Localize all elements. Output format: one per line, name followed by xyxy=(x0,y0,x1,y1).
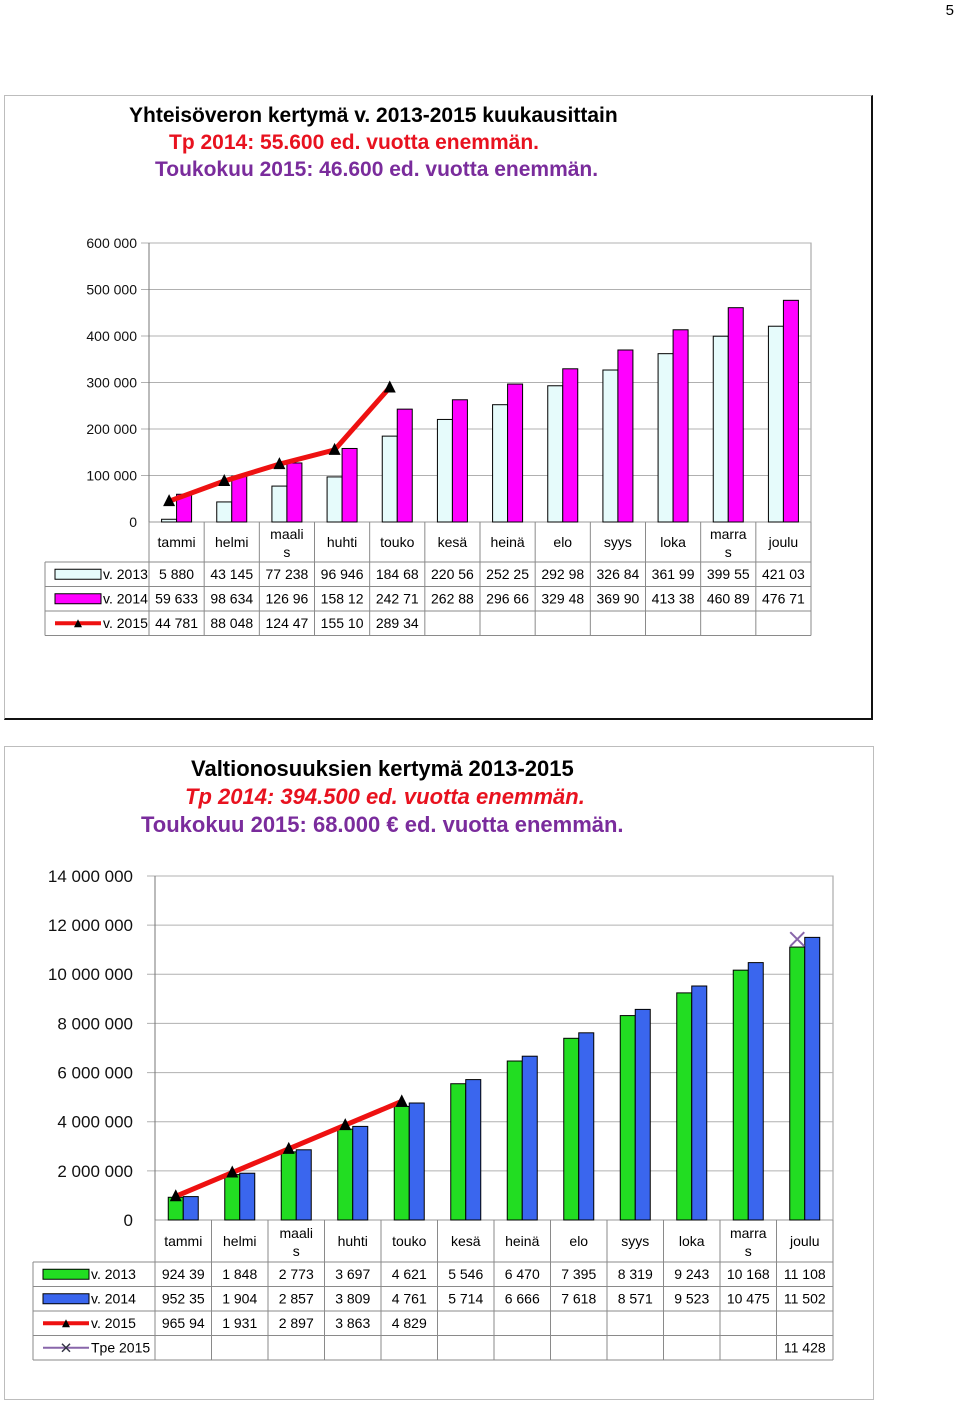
bar-v-2014 xyxy=(563,369,578,522)
table-cell: 124 47 xyxy=(265,615,309,632)
table-cell: 924 39 xyxy=(161,1266,205,1283)
table-cell: 10 168 xyxy=(726,1266,770,1283)
bar-v-2013 xyxy=(713,336,728,522)
bar-v-2013 xyxy=(272,486,287,522)
table-cell: 1 904 xyxy=(222,1290,258,1307)
chart-subtitle-tp: Tp 2014: 394.500 ed. vuotta enemmän. xyxy=(185,784,585,809)
table-cell: 98 634 xyxy=(210,590,254,607)
x-tick-label: elo xyxy=(553,533,573,550)
table-cell: 460 89 xyxy=(706,590,750,607)
bar-v-2014 xyxy=(635,1009,650,1220)
table-cell: 329 48 xyxy=(541,590,585,607)
y-tick-label: 300 000 xyxy=(86,374,137,391)
y-tick-label: 6 000 000 xyxy=(57,1063,133,1083)
table-cell: 2 897 xyxy=(278,1315,314,1332)
bar-v-2013 xyxy=(564,1038,579,1220)
y-tick-label: 100 000 xyxy=(86,467,137,484)
chart-subtitle-tp: Tp 2014: 55.600 ed. vuotta enemmän. xyxy=(169,131,539,154)
bar-v-2014 xyxy=(466,1080,481,1220)
table-row-label: v. 2013 xyxy=(103,566,148,583)
x-tick-label: maali xyxy=(279,1225,313,1241)
x-tick-label: huhti xyxy=(326,533,358,550)
bar-v-2014 xyxy=(296,1150,311,1220)
bar-v-2013 xyxy=(382,436,397,522)
table-cell: 9 243 xyxy=(674,1266,710,1283)
y-tick-label: 600 000 xyxy=(86,234,137,251)
bar-v-2014 xyxy=(728,308,743,522)
table-cell: 11 428 xyxy=(783,1339,826,1356)
x-tick-label: huhti xyxy=(337,1232,368,1249)
table-row-label: v. 2013 xyxy=(91,1266,136,1283)
x-tick-label: kesä xyxy=(437,533,468,550)
y-tick-label: 0 xyxy=(129,513,137,530)
y-tick-label: 0 xyxy=(123,1210,133,1230)
bar-v-2014 xyxy=(508,384,523,522)
x-tick-label: marra xyxy=(709,526,747,542)
bar-v-2013 xyxy=(790,947,805,1220)
x-tick-label: loka xyxy=(660,533,686,550)
y-tick-label: 2 000 000 xyxy=(57,1161,133,1181)
table-cell: 88 048 xyxy=(210,615,254,632)
x-tick-label: joulu xyxy=(768,533,799,550)
table-cell: 4 829 xyxy=(391,1315,427,1332)
table-cell: 3 809 xyxy=(335,1290,371,1307)
table-row-label: v. 2015 xyxy=(91,1315,136,1332)
bar-v-2014 xyxy=(579,1033,594,1220)
table-cell: 5 714 xyxy=(448,1290,484,1307)
bar-v-2014 xyxy=(409,1103,424,1220)
bar-v-2014 xyxy=(452,400,467,522)
bar-v-2014 xyxy=(240,1173,255,1220)
bar-v-2014 xyxy=(183,1197,198,1220)
x-tick-label: helmi xyxy=(223,1232,257,1249)
table-cell: 5 546 xyxy=(448,1266,484,1283)
bar-v-2013 xyxy=(162,519,177,522)
chart-panel-corporate-tax xyxy=(4,95,873,720)
table-cell: 8 319 xyxy=(617,1266,653,1283)
bar-v-2013 xyxy=(603,370,618,522)
table-row-label: v. 2014 xyxy=(103,590,148,607)
bar-v-2014 xyxy=(783,300,798,522)
table-cell: 361 99 xyxy=(651,566,695,583)
bar-v-2013 xyxy=(620,1016,635,1220)
bar-v-2014 xyxy=(618,350,633,522)
table-row-label: v. 2014 xyxy=(91,1290,136,1307)
y-tick-label: 4 000 000 xyxy=(57,1112,133,1132)
table-cell: 7 395 xyxy=(561,1266,597,1283)
chart-corporate-tax xyxy=(5,96,871,718)
chart-state-subsidies xyxy=(5,747,873,1399)
bar-v-2014 xyxy=(748,963,763,1220)
table-cell: 10 475 xyxy=(726,1290,770,1307)
table-cell: 6 470 xyxy=(504,1266,540,1283)
table-cell: 220 56 xyxy=(431,566,474,583)
bar-v-2013 xyxy=(733,970,748,1220)
table-cell: 413 38 xyxy=(651,590,695,607)
chart-title: Valtionosuuksien kertymä 2013-2015 xyxy=(191,756,574,781)
table-cell: 9 523 xyxy=(674,1290,710,1307)
y-tick-label: 10 000 000 xyxy=(47,965,133,985)
x-tick-label: elo xyxy=(569,1232,589,1249)
bar-v-2014 xyxy=(342,448,357,522)
legend-swatch xyxy=(43,1294,89,1304)
bar-v-2014 xyxy=(805,937,820,1220)
table-cell: 3 863 xyxy=(335,1315,371,1332)
table-cell: 1 848 xyxy=(222,1266,258,1283)
x-tick-label: joulu xyxy=(789,1232,820,1249)
table-cell: 11 502 xyxy=(783,1290,826,1307)
bar-v-2013 xyxy=(548,386,563,522)
table-cell: 421 03 xyxy=(762,566,805,583)
bar-v-2013 xyxy=(451,1084,466,1220)
table-cell: 4 761 xyxy=(391,1290,427,1307)
x-tick-label: kesä xyxy=(450,1232,481,1249)
table-cell: 44 781 xyxy=(155,615,198,632)
bar-v-2013 xyxy=(327,477,342,522)
bar-v-2014 xyxy=(353,1126,368,1220)
y-tick-label: 400 000 xyxy=(86,327,137,344)
bar-v-2013 xyxy=(217,502,232,522)
table-row-label: v. 2015 xyxy=(103,615,148,632)
table-cell: 476 71 xyxy=(762,590,805,607)
x-tick-label: s xyxy=(744,1243,752,1259)
bar-v-2014 xyxy=(397,409,412,522)
chart-subtitle-may: Toukokuu 2015: 68.000 € ed. vuotta enemmän. xyxy=(141,812,624,837)
bar-v-2014 xyxy=(287,463,302,522)
bar-v-2013 xyxy=(281,1152,296,1220)
table-cell: 11 108 xyxy=(783,1266,826,1283)
table-cell: 184 68 xyxy=(375,566,419,583)
x-tick-label: marra xyxy=(729,1225,767,1241)
table-cell: 252 25 xyxy=(486,566,529,583)
page-number: 5 xyxy=(945,2,954,19)
x-tick-label: s xyxy=(724,544,732,560)
x-tick-label: tammi xyxy=(164,1232,203,1249)
bar-v-2013 xyxy=(225,1175,240,1220)
table-cell: 4 621 xyxy=(391,1266,427,1283)
table-cell: 326 84 xyxy=(596,566,640,583)
bar-v-2013 xyxy=(677,993,692,1220)
table-cell: 43 145 xyxy=(210,566,254,583)
x-tick-label: syys xyxy=(603,533,632,550)
table-cell: 399 55 xyxy=(706,566,750,583)
table-cell: 6 666 xyxy=(504,1290,540,1307)
chart-subtitle-may: Toukokuu 2015: 46.600 ed. vuotta enemmän. xyxy=(155,158,599,181)
bar-v-2014 xyxy=(692,986,707,1220)
table-cell: 292 98 xyxy=(541,566,585,583)
table-cell: 158 12 xyxy=(320,590,364,607)
table-cell: 1 931 xyxy=(222,1315,258,1332)
table-cell: 965 94 xyxy=(161,1315,205,1332)
table-cell: 77 238 xyxy=(265,566,309,583)
table-cell: 262 88 xyxy=(431,590,474,607)
x-tick-label: s xyxy=(292,1243,300,1259)
bar-v-2014 xyxy=(232,476,247,522)
table-cell: 155 10 xyxy=(320,615,364,632)
bar-v-2013 xyxy=(493,405,508,522)
y-tick-label: 12 000 000 xyxy=(47,916,133,936)
x-tick-label: maali xyxy=(270,526,304,542)
x-tick-label: tammi xyxy=(157,533,196,550)
x-tick-label: syys xyxy=(621,1232,650,1249)
x-tick-label: heinä xyxy=(490,533,525,550)
x-tick-label: heinä xyxy=(505,1232,540,1249)
table-cell: 2 857 xyxy=(278,1290,314,1307)
bar-v-2013 xyxy=(394,1106,409,1220)
table-cell: 96 946 xyxy=(320,566,364,583)
table-cell: 8 571 xyxy=(617,1290,653,1307)
table-cell: 296 66 xyxy=(486,590,529,607)
table-cell: 59 633 xyxy=(155,590,198,607)
chart-title: Yhteisöveron kertymä v. 2013-2015 kuukausittain xyxy=(129,104,618,127)
x-tick-label: touko xyxy=(392,1232,427,1249)
table-cell: 5 880 xyxy=(159,566,195,583)
legend-swatch xyxy=(43,1269,89,1279)
x-tick-label: loka xyxy=(678,1232,705,1249)
bar-v-2013 xyxy=(507,1061,522,1220)
legend-swatch xyxy=(55,594,101,604)
x-tick-label: helmi xyxy=(215,533,249,550)
bar-v-2013 xyxy=(338,1129,353,1220)
table-cell: 369 90 xyxy=(596,590,640,607)
table-cell: 2 773 xyxy=(278,1266,314,1283)
y-tick-label: 200 000 xyxy=(86,420,137,437)
x-tick-label: s xyxy=(283,544,291,560)
y-tick-label: 8 000 000 xyxy=(57,1014,133,1034)
table-cell: 952 35 xyxy=(161,1290,205,1307)
chart-panel-state-subsidies xyxy=(4,746,874,1400)
table-row-label: Tpe 2015 xyxy=(91,1339,151,1356)
bar-v-2013 xyxy=(768,326,783,522)
plot-area xyxy=(155,876,833,1220)
table-cell: 3 697 xyxy=(335,1266,371,1283)
bar-v-2014 xyxy=(522,1056,537,1220)
table-cell: 289 34 xyxy=(375,615,419,632)
bar-v-2013 xyxy=(437,419,452,522)
table-cell: 242 71 xyxy=(375,590,419,607)
bar-v-2013 xyxy=(658,354,673,522)
bar-v-2014 xyxy=(673,330,688,522)
x-tick-label: touko xyxy=(380,533,415,550)
y-tick-label: 14 000 000 xyxy=(47,866,133,886)
y-tick-label: 500 000 xyxy=(86,281,137,298)
table-cell: 7 618 xyxy=(561,1290,597,1307)
legend-swatch xyxy=(55,569,101,579)
table-cell: 126 96 xyxy=(265,590,309,607)
